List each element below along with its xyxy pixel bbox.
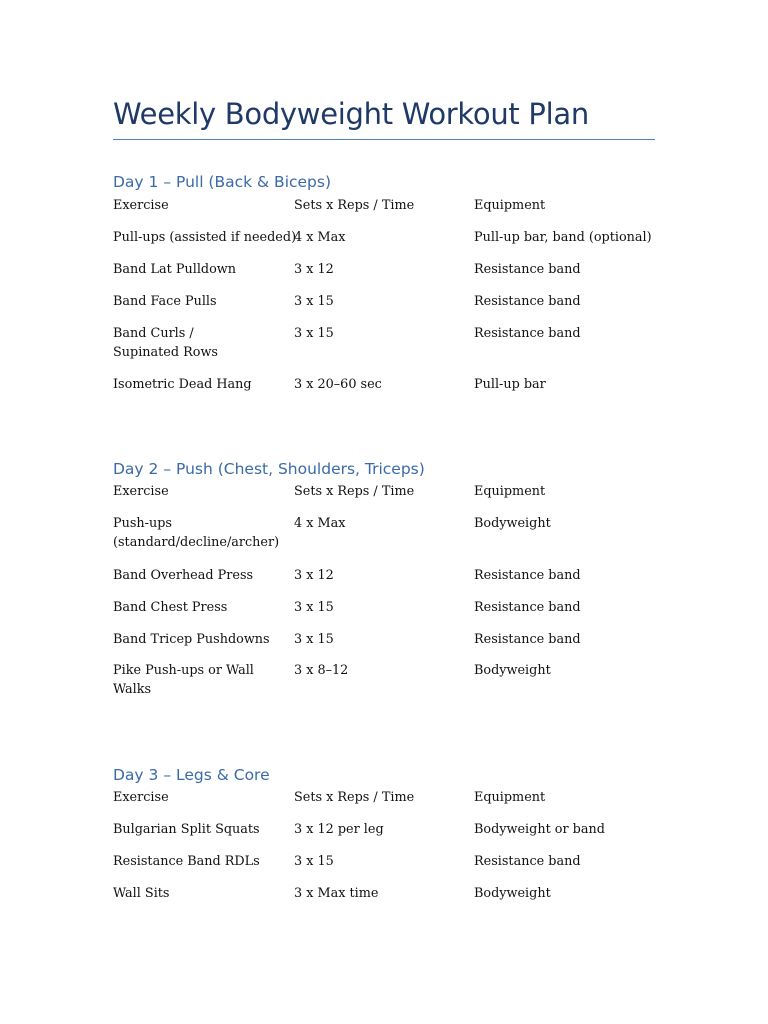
equipment-cell: Pull-up bar bbox=[474, 377, 546, 392]
exercise-cell: Wall Sits bbox=[113, 886, 170, 901]
equipment-cell: Pull-up bar, band (optional) bbox=[474, 230, 652, 245]
equipment-cell: Resistance band bbox=[474, 854, 581, 869]
sets-cell: 3 x 15 bbox=[294, 854, 334, 869]
sets-cell: 3 x 15 bbox=[294, 326, 334, 341]
equipment-cell: Resistance band bbox=[474, 632, 581, 647]
equipment-cell: Resistance band bbox=[474, 294, 581, 309]
sets-cell: 3 x 15 bbox=[294, 294, 334, 309]
exercise-cell: Band Chest Press bbox=[113, 600, 228, 615]
sets-cell: 3 x 20–60 sec bbox=[294, 377, 382, 392]
exercise-cell: Band Face Pulls bbox=[113, 294, 217, 309]
exercise-cell: Band Tricep Pushdowns bbox=[113, 632, 270, 647]
document-title: Weekly Bodyweight Workout Plan bbox=[113, 97, 589, 131]
sets-cell: 3 x 12 per leg bbox=[294, 822, 384, 837]
exercise-cell: Push-ups (standard/decline/archer) bbox=[113, 516, 280, 550]
sets-cell: 3 x 15 bbox=[294, 600, 334, 615]
header-equipment: Equipment bbox=[474, 790, 546, 805]
exercise-cell: Band Overhead Press bbox=[113, 568, 254, 583]
sets-cell: 3 x 12 bbox=[294, 568, 334, 583]
header-exercise: Exercise bbox=[113, 790, 169, 805]
header-exercise: Exercise bbox=[113, 484, 169, 499]
sets-cell: 3 x 15 bbox=[294, 632, 334, 647]
header-exercise: Exercise bbox=[113, 198, 169, 213]
header-equipment: Equipment bbox=[474, 198, 546, 213]
sets-cell: 3 x 12 bbox=[294, 262, 334, 277]
sets-cell: 4 x Max bbox=[294, 230, 346, 245]
equipment-cell: Bodyweight bbox=[474, 663, 551, 678]
sets-cell: 3 x 8–12 bbox=[294, 663, 349, 678]
title-underline bbox=[113, 139, 655, 140]
day-2-section bbox=[113, 457, 655, 697]
equipment-cell: Resistance band bbox=[474, 568, 581, 583]
section-heading: Day 2 – Push (Chest, Shoulders, Triceps) bbox=[113, 460, 425, 478]
header-sets: Sets x Reps / Time bbox=[294, 198, 415, 213]
exercise-cell: Pike Push-ups or Wall Walks bbox=[113, 663, 254, 697]
exercise-cell: Band Curls / Supinated Rows bbox=[113, 326, 218, 360]
sets-cell: 4 x Max bbox=[294, 516, 346, 531]
equipment-cell: Resistance band bbox=[474, 262, 581, 277]
exercise-cell: Isometric Dead Hang bbox=[113, 377, 252, 392]
header-sets: Sets x Reps / Time bbox=[294, 484, 415, 499]
equipment-cell: Resistance band bbox=[474, 600, 581, 615]
exercise-cell: Bulgarian Split Squats bbox=[113, 822, 260, 837]
section-heading: Day 3 – Legs & Core bbox=[113, 766, 270, 784]
sets-cell: 3 x Max time bbox=[294, 886, 379, 901]
equipment-cell: Bodyweight bbox=[474, 516, 551, 531]
equipment-cell: Bodyweight bbox=[474, 886, 551, 901]
day-3-section bbox=[113, 763, 655, 901]
equipment-cell: Resistance band bbox=[474, 326, 581, 341]
exercise-cell: Resistance Band RDLs bbox=[113, 854, 260, 869]
exercise-cell: Pull-ups (assisted if needed) bbox=[113, 230, 297, 245]
exercise-cell: Band Lat Pulldown bbox=[113, 262, 237, 277]
section-heading: Day 1 – Pull (Back & Biceps) bbox=[113, 173, 332, 191]
header-sets: Sets x Reps / Time bbox=[294, 790, 415, 805]
header-equipment: Equipment bbox=[474, 484, 546, 499]
equipment-cell: Bodyweight or band bbox=[474, 822, 605, 837]
day-1-section bbox=[113, 170, 655, 392]
